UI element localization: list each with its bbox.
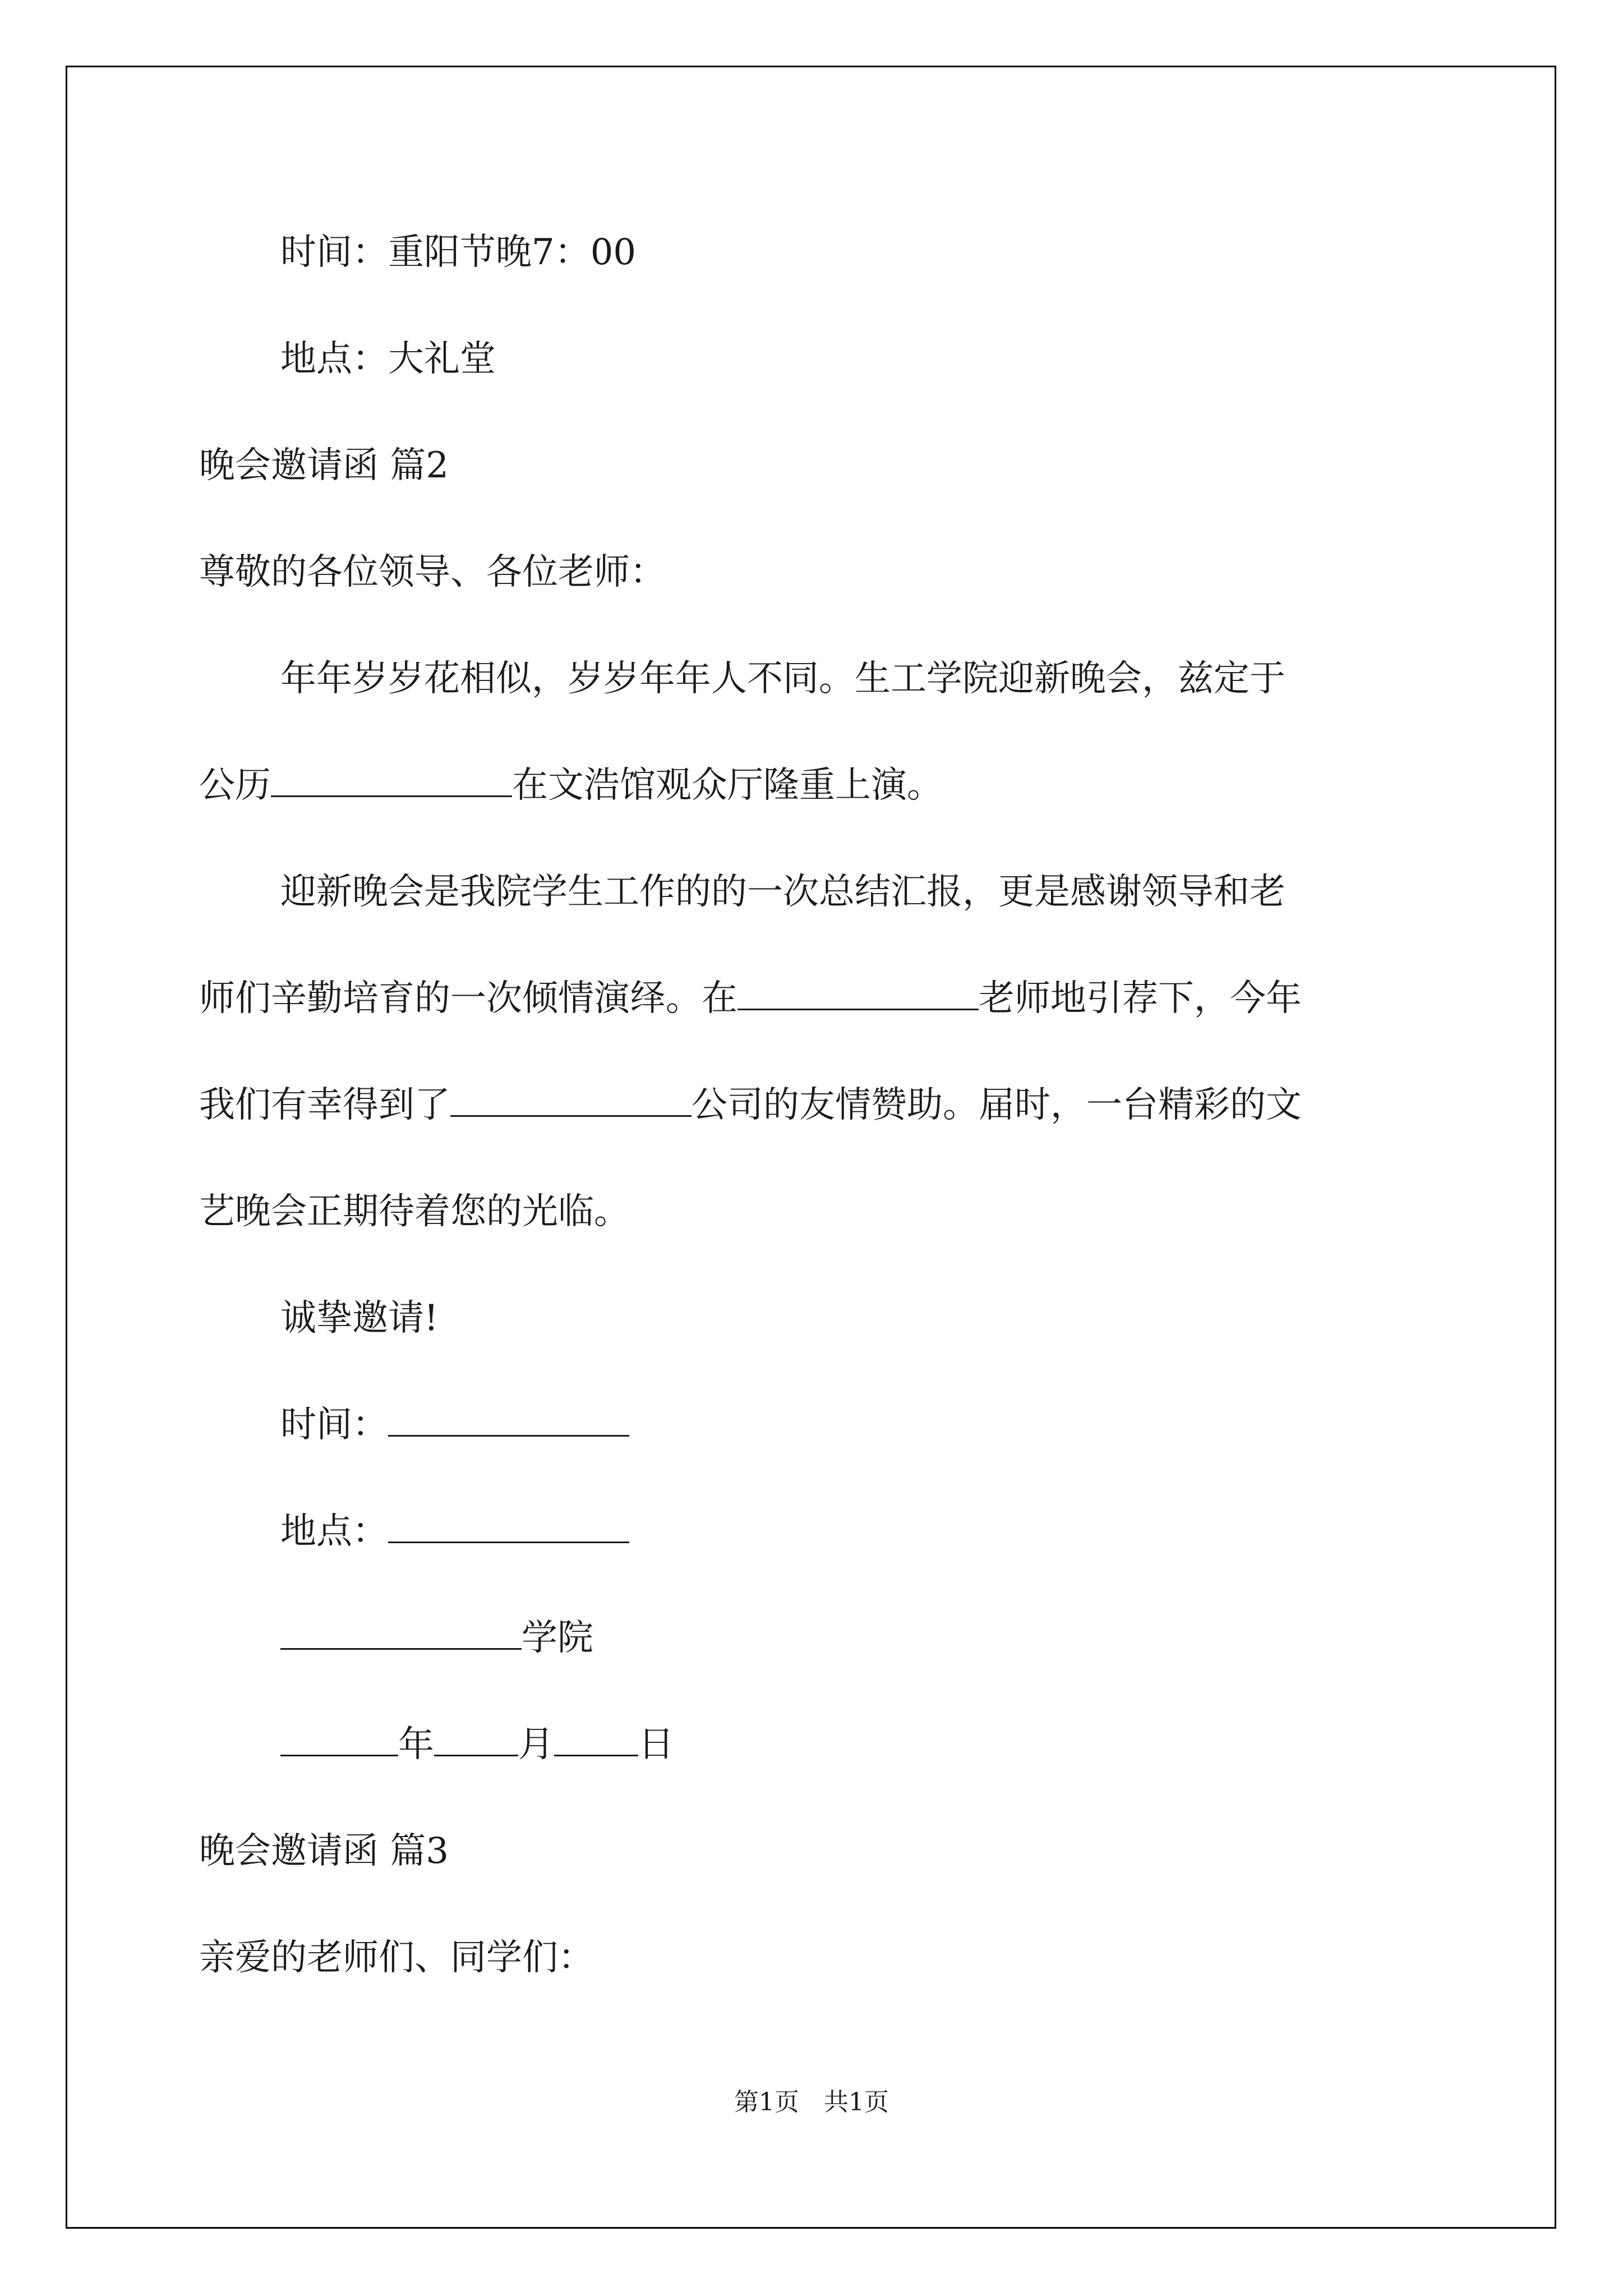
text-segment: 公司的友情赞助。届时，一台精彩的文 — [691, 1084, 1302, 1126]
time-line — [280, 1402, 629, 1447]
fill-blank — [271, 765, 512, 797]
fill-blank — [554, 1724, 638, 1756]
text-segment: 我们有幸得到了 — [199, 1084, 450, 1126]
place-line — [280, 1509, 629, 1554]
fill-blank — [388, 1405, 629, 1437]
text-segment: 公历 — [199, 765, 271, 806]
invitation-closing: 诚挚邀请! — [280, 1297, 439, 1339]
fill-blank — [737, 978, 979, 1010]
date-line — [280, 1722, 674, 1767]
paragraph-line: 迎新晚会是我院学生工作的的一次总结汇报，更是感谢领导和老 — [280, 871, 1285, 913]
paragraph-line — [199, 1083, 1302, 1128]
section-heading-3: 晚会邀请函 篇3 — [199, 1830, 449, 1872]
fill-blank — [434, 1724, 518, 1756]
greeting: 亲爱的老师们、同学们： — [199, 1937, 594, 1978]
section-heading-2: 晚会邀请函 篇2 — [199, 445, 449, 486]
text-segment: 在文浩馆观众厅隆重上演。 — [512, 765, 943, 806]
paragraph-line — [199, 763, 943, 808]
paragraph-line: 年年岁岁花相似，岁岁年年人不同。生工学院迎新晚会，兹定于 — [280, 658, 1285, 700]
time-label: 时间： — [280, 1404, 388, 1446]
place-label: 地点： — [280, 1511, 388, 1552]
paragraph-line: 艺晚会正期待着您的光临。 — [199, 1191, 630, 1232]
event-place: 地点：大礼堂 — [280, 338, 496, 380]
page-border — [66, 66, 1556, 2229]
fill-blank — [450, 1085, 691, 1117]
month-label: 月 — [518, 1724, 554, 1765]
fill-blank — [280, 1724, 398, 1756]
text-segment: 老师地引荐下，今年 — [979, 978, 1302, 1019]
page-footer: 第1页 共1页 — [734, 2088, 889, 2116]
event-time: 时间：重阳节晚7：00 — [280, 232, 637, 273]
college-line — [280, 1616, 593, 1660]
college-label: 学院 — [522, 1617, 593, 1659]
greeting: 尊敬的各位领导、各位老师： — [199, 551, 666, 593]
year-label: 年 — [398, 1724, 434, 1765]
paragraph-line — [199, 976, 1302, 1021]
text-segment: 师们辛勤培育的一次倾情演绎。在 — [199, 978, 737, 1019]
day-label: 日 — [638, 1724, 674, 1765]
fill-blank — [280, 1618, 522, 1650]
fill-blank — [388, 1511, 629, 1543]
